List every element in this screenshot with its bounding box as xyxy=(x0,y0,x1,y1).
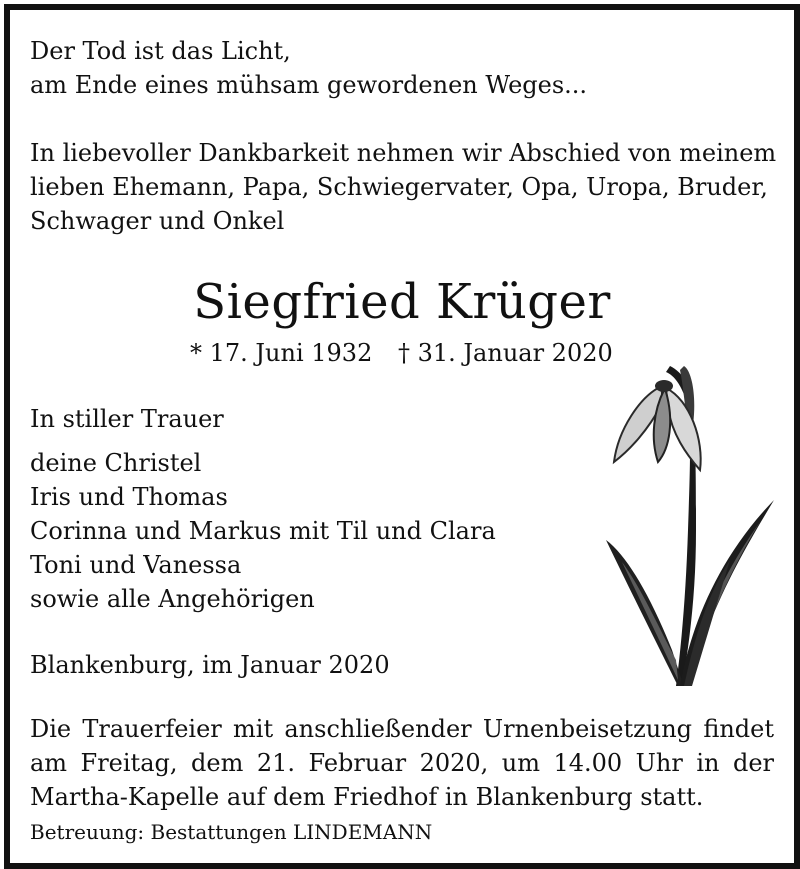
deceased-name: Siegfried Krüger xyxy=(193,274,611,330)
opening-quote xyxy=(30,34,587,102)
service-line: Die Trauerfeier mit anschließender Urnenbeisetzung findet xyxy=(30,715,774,743)
quote-line: am Ende eines mühsam gewordenen Weges... xyxy=(30,71,588,99)
undertaker-credit: Betreuung: Bestattungen LINDEMANN xyxy=(30,820,433,844)
service-line: Martha-Kapelle auf dem Friedhof in Blankenburg statt. xyxy=(30,783,704,811)
service-line: am Freitag, dem 21. Februar 2020, um 14.00 Uhr in der xyxy=(30,749,774,777)
snowdrop-flower-icon xyxy=(600,350,780,690)
mourner-entry: Toni und Vanessa xyxy=(30,551,242,579)
obituary-notice xyxy=(4,4,800,869)
farewell-line: lieben Ehemann, Papa, Schwiegervater, Opa, Uropa, Bruder, xyxy=(30,173,768,201)
mourning-heading: In stiller Trauer xyxy=(30,405,224,433)
farewell-line: Schwager und Onkel xyxy=(30,207,285,235)
birth-date: * 17. Juni 1932 xyxy=(190,339,373,367)
place-date: Blankenburg, im Januar 2020 xyxy=(30,651,390,679)
quote-line: Der Tod ist das Licht, xyxy=(30,37,291,65)
farewell-line: In liebevoller Dankbarkeit nehmen wir Abschied von meinem xyxy=(30,139,777,167)
mourners-list xyxy=(30,446,496,616)
mourner-entry: sowie alle Angehörigen xyxy=(30,585,315,613)
mourner-entry: Corinna und Markus mit Til und Clara xyxy=(30,517,496,545)
mourner-entry: deine Christel xyxy=(30,449,202,477)
mourner-entry: Iris und Thomas xyxy=(30,483,228,511)
funeral-service-info xyxy=(30,712,774,814)
farewell-text xyxy=(30,136,776,238)
death-date: † 31. Januar 2020 xyxy=(398,339,613,367)
